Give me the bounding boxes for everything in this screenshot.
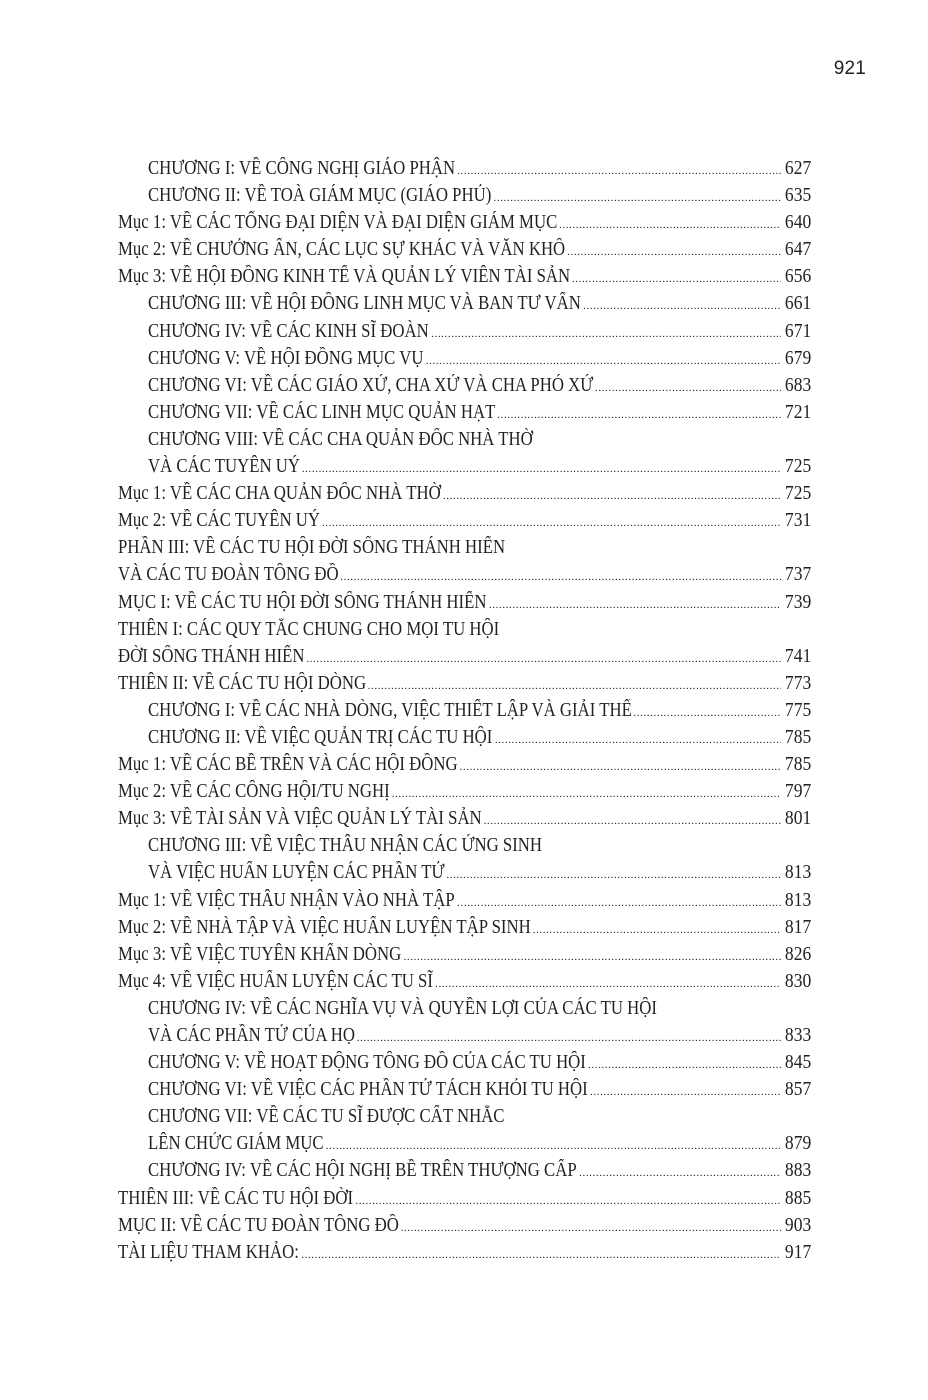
toc-entry — [118, 534, 811, 561]
dot-leader — [533, 925, 781, 936]
toc-entry — [118, 182, 811, 209]
dot-leader — [404, 952, 781, 963]
toc-entry-title: Mục 2: VỀ CHƯỞNG ẤN, CÁC LỤC SỰ KHÁC VÀ VĂN KHỐ — [118, 239, 566, 261]
toc-entry-page-number: 656 — [784, 266, 811, 288]
dot-leader — [431, 329, 781, 340]
toc-entry — [118, 968, 811, 995]
toc-entry-page-number: 845 — [784, 1052, 811, 1074]
toc-entry — [118, 561, 811, 588]
toc-entry-title: VÀ VIỆC HUẤN LUYỆN CÁC PHẦN TỬ — [148, 862, 445, 884]
toc-entry — [118, 1157, 811, 1184]
dot-leader — [355, 1196, 780, 1207]
dot-leader — [446, 870, 780, 881]
toc-entry-page-number: 817 — [784, 916, 811, 938]
toc-entry — [118, 263, 811, 290]
dot-leader — [426, 356, 781, 367]
toc-entry — [118, 372, 811, 399]
toc-entry-title: VÀ CÁC TUYÊN UÝ — [148, 456, 301, 478]
toc-entry — [118, 941, 811, 968]
toc-entry-title: TÀI LIỆU THAM KHẢO: — [118, 1241, 299, 1263]
toc-entry — [118, 724, 811, 751]
toc-entry — [118, 426, 811, 453]
toc-entry — [118, 589, 811, 616]
toc-entry-page-number: 731 — [784, 510, 811, 532]
dot-leader — [368, 681, 781, 692]
toc-entry-page-number: 785 — [784, 726, 811, 748]
dot-leader — [579, 1168, 781, 1179]
dot-leader — [633, 708, 780, 719]
dot-leader — [489, 600, 781, 611]
toc-entry-page-number: 879 — [784, 1133, 811, 1155]
toc-entry-page-number: 833 — [784, 1025, 811, 1046]
dot-leader — [590, 1087, 781, 1098]
toc-entry-title: CHƯƠNG I: VỀ CÁC NHÀ DÒNG, VIỆC THIẾT LẬP VÀ GIẢI THỂ — [148, 699, 632, 721]
toc-entry — [118, 1103, 811, 1130]
dot-leader — [460, 762, 781, 773]
dot-leader — [301, 1250, 781, 1261]
dot-leader — [326, 1141, 781, 1152]
toc-entry-title: LÊN CHỨC GIÁM MỤC — [148, 1133, 324, 1155]
toc-entry-title: CHƯƠNG VI: VỀ VIỆC CÁC PHẦN TỬ TÁCH KHỎI TU HỘI — [148, 1079, 588, 1101]
dot-leader — [457, 166, 781, 177]
dot-leader — [595, 383, 781, 394]
toc-entry-title: CHƯƠNG IV: VỀ CÁC HỘI NGHỊ BỀ TRÊN THƯỢNG CẤP — [148, 1160, 577, 1182]
toc-entry-title: Mục 4: VỀ VIỆC HUẤN LUYỆN CÁC TU SĨ — [118, 970, 433, 992]
toc-entry — [118, 832, 811, 859]
toc-entry-title: Mục 2: VỀ NHÀ TẬP VÀ VIỆC HUẤN LUYỆN TẬP SINH — [118, 916, 531, 938]
toc-entry-title: CHƯƠNG V: VỀ HỘI ĐỒNG MỤC VỤ — [148, 347, 424, 369]
toc-entry — [118, 1130, 811, 1157]
toc-entry-page-number: 635 — [784, 185, 811, 207]
toc-entry-title: CHƯƠNG III: VỀ VIỆC THÂU NHẬN CÁC ỨNG SINH — [148, 835, 543, 857]
toc-entry — [118, 751, 811, 778]
toc-entry — [118, 859, 811, 886]
toc-entry-title: VÀ CÁC PHẦN TỬ CỦA HỌ — [148, 1025, 355, 1046]
toc-entry-page-number: 830 — [784, 970, 811, 992]
toc-entry-page-number: 801 — [784, 808, 811, 830]
page-number: 921 — [833, 58, 866, 79]
toc-entry-title: Mục 3: VỀ TÀI SẢN VÀ VIỆC QUẢN LÝ TÀI SẢN — [118, 808, 482, 830]
toc-entry-title: MỤC II: VỀ CÁC TU ĐOÀN TÔNG ĐỒ — [118, 1214, 399, 1236]
toc-entry — [118, 643, 811, 670]
toc-entry-page-number: 647 — [784, 239, 811, 261]
toc-entry-page-number: 725 — [784, 483, 811, 505]
dot-leader — [302, 464, 781, 475]
dot-leader — [435, 979, 781, 990]
toc-entry-title: CHƯƠNG IV: VỀ CÁC KINH SĨ ĐOÀN — [148, 320, 429, 342]
toc-entry — [118, 914, 811, 941]
toc-entry-page-number: 640 — [784, 212, 811, 234]
toc-entry-title: Mục 2: VỀ CÁC CÔNG HỘI/TU NGHỊ — [118, 781, 390, 803]
toc-entry-title: Mục 1: VỀ CÁC TỔNG ĐẠI DIỆN VÀ ĐẠI DIỆN GIÁM MỤC — [118, 212, 558, 234]
dot-leader — [497, 410, 781, 421]
toc-entry — [118, 318, 811, 345]
dot-leader — [443, 491, 781, 502]
toc-entry — [118, 399, 811, 426]
toc-entry — [118, 155, 811, 182]
toc-entry-page-number: 683 — [784, 374, 811, 396]
toc-entry-title: CHƯƠNG VII: VỀ CÁC LINH MỤC QUẢN HẠT — [148, 401, 496, 423]
toc-entry — [118, 887, 811, 914]
toc-entry-title: PHẦN III: VỀ CÁC TU HỘI ĐỜI SỐNG THÁNH HIẾN — [118, 537, 506, 559]
toc-entry — [118, 1239, 811, 1266]
toc-entry — [118, 1185, 811, 1212]
toc-entry — [118, 453, 811, 480]
toc-entry-title: CHƯƠNG III: VỀ HỘI ĐỒNG LINH MỤC VÀ BAN TƯ VẤN — [148, 293, 581, 315]
toc-entry-title: CHƯƠNG IV: VỀ CÁC NGHĨA VỤ VÀ QUYỀN LỢI CỦA CÁC TU HỘI — [148, 997, 657, 1019]
toc-entry-page-number: 785 — [784, 754, 811, 776]
toc-entry-page-number: 739 — [784, 591, 811, 613]
toc-entry-title: VÀ CÁC TU ĐOÀN TÔNG ĐỒ — [118, 564, 339, 586]
toc-entry-page-number: 917 — [784, 1241, 811, 1263]
dot-leader — [392, 789, 781, 800]
toc-entry — [118, 1212, 811, 1239]
toc-entry — [118, 236, 811, 263]
toc-entry-page-number: 813 — [784, 889, 811, 911]
toc-entry-title: CHƯƠNG VIII: VỀ CÁC CHA QUẢN ĐỐC NHÀ THỜ — [148, 428, 533, 450]
toc-entry-title: Mục 1: VỀ VIỆC THÂU NHẬN VÀO NHÀ TẬP — [118, 889, 455, 911]
dot-leader — [357, 1033, 781, 1044]
toc-entry — [118, 1076, 811, 1103]
toc-entry — [118, 778, 811, 805]
dot-leader — [583, 301, 781, 312]
toc-entry-page-number: 661 — [784, 293, 811, 315]
toc-entry-title: Mục 3: VỀ HỘI ĐỒNG KINH TẾ VÀ QUẢN LÝ VIÊN TÀI SẢN — [118, 266, 571, 288]
toc-entry — [118, 507, 811, 534]
toc-entry-page-number: 775 — [784, 699, 811, 721]
toc-entry — [118, 209, 811, 236]
toc-entry-page-number: 627 — [784, 158, 811, 179]
toc-entry — [118, 480, 811, 507]
toc-entry-page-number: 797 — [784, 781, 811, 803]
toc-entry — [118, 1022, 811, 1049]
dot-leader — [401, 1223, 781, 1234]
toc-entry-title: Mục 3: VỀ VIỆC TUYÊN KHẤN DÒNG — [118, 943, 402, 965]
toc-entry-page-number: 773 — [784, 672, 811, 694]
toc-entry-page-number: 679 — [784, 347, 811, 369]
toc-entry — [118, 616, 811, 643]
toc-entry — [118, 670, 811, 697]
toc-entry-page-number: 826 — [784, 943, 811, 965]
toc-entry — [118, 995, 811, 1022]
toc-entry-page-number: 725 — [784, 456, 811, 478]
toc-entry-page-number: 671 — [784, 320, 811, 342]
toc-entry-title: ĐỜI SỐNG THÁNH HIẾN — [118, 645, 305, 667]
toc-entry — [118, 1049, 811, 1076]
toc-entry-title: MỤC I: VỀ CÁC TU HỘI ĐỜI SỐNG THÁNH HIẾN — [118, 591, 487, 613]
dot-leader — [495, 735, 781, 746]
table-of-contents — [118, 155, 811, 1266]
toc-entry-page-number: 741 — [784, 645, 811, 667]
dot-leader — [567, 247, 781, 258]
toc-entry — [118, 345, 811, 372]
toc-entry-title: THIÊN III: VỀ CÁC TU HỘI ĐỜI — [118, 1187, 354, 1209]
dot-leader — [572, 274, 781, 285]
toc-entry-page-number: 813 — [784, 862, 811, 884]
dot-leader — [588, 1060, 781, 1071]
toc-entry-page-number: 857 — [784, 1079, 811, 1101]
toc-entry-title: THIÊN II: VỀ CÁC TU HỘI DÒNG — [118, 672, 367, 694]
toc-entry-title: CHƯƠNG VI: VỀ CÁC GIÁO XỨ, CHA XỨ VÀ CHA PHÓ XỨ — [148, 374, 594, 396]
dot-leader — [457, 898, 781, 909]
toc-entry-title: CHƯƠNG II: VỀ VIỆC QUẢN TRỊ CÁC TU HỘI — [148, 726, 493, 748]
toc-entry-title: THIÊN I: CÁC QUY TẮC CHUNG CHO MỌI TU HỘI — [118, 618, 500, 640]
toc-entry-title: Mục 1: VỀ CÁC BỀ TRÊN VÀ CÁC HỘI ĐỒNG — [118, 754, 458, 776]
toc-entry-title: CHƯƠNG II: VỀ TOÀ GIÁM MỤC (GIÁO PHỦ) — [148, 185, 492, 207]
dot-leader — [484, 816, 781, 827]
dot-leader — [559, 220, 781, 231]
toc-entry-title: CHƯƠNG I: VỀ CÔNG NGHỊ GIÁO PHẬN — [148, 158, 456, 179]
dot-leader — [493, 193, 780, 204]
toc-entry-title: CHƯƠNG V: VỀ HOẠT ĐỘNG TÔNG ĐỒ CỦA CÁC TU HỘI — [148, 1052, 586, 1074]
toc-entry-page-number: 883 — [784, 1160, 811, 1182]
toc-entry — [118, 805, 811, 832]
dot-leader — [322, 518, 781, 529]
toc-entry — [118, 697, 811, 724]
toc-entry-title: CHƯƠNG VII: VỀ CÁC TU SĨ ĐƯỢC CẤT NHẮC — [148, 1106, 505, 1128]
dot-leader — [340, 572, 781, 583]
toc-entry-page-number: 903 — [784, 1214, 811, 1236]
toc-entry-page-number: 721 — [784, 401, 811, 423]
toc-entry-page-number: 885 — [784, 1187, 811, 1209]
toc-entry-title: Mục 1: VỀ CÁC CHA QUẢN ĐỐC NHÀ THỜ — [118, 483, 441, 505]
toc-entry-page-number: 737 — [784, 564, 811, 586]
toc-entry — [118, 290, 811, 317]
toc-entry-title: Mục 2: VỀ CÁC TUYÊN UÝ — [118, 510, 321, 532]
dot-leader — [306, 654, 780, 665]
